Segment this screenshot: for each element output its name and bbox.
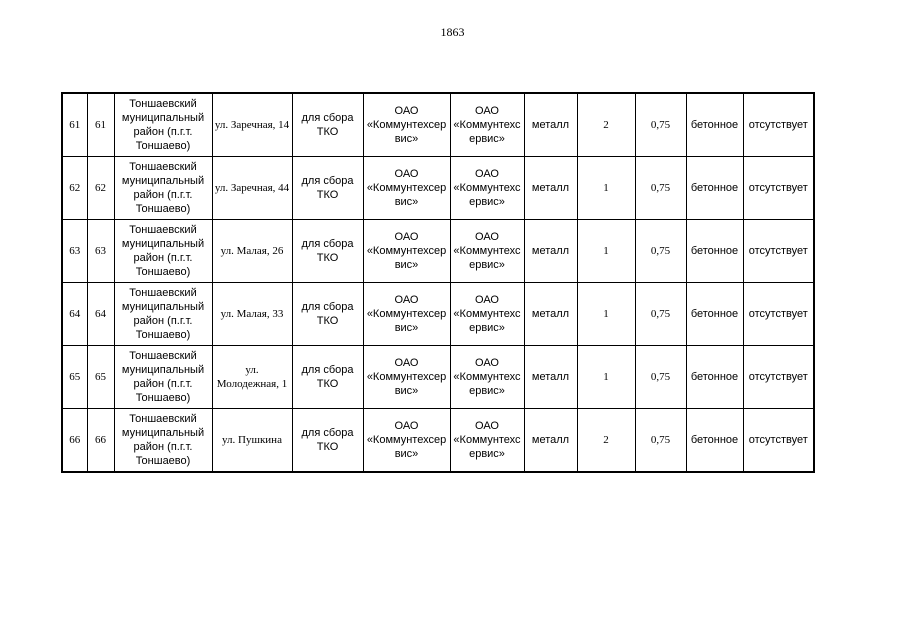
purpose-cell: для сбора ТКО [292,409,363,473]
container-count-cell: 2 [577,409,635,473]
district-cell: Тоншаевский муниципальный район (п.г.т. Тоншаево) [114,283,212,346]
row-number-cell: 61 [62,93,87,157]
operator-cell: ОАО «Коммунтехс ервис» [450,346,524,409]
owner-cell: ОАО «Коммунтехсер вис» [363,283,450,346]
owner-cell: ОАО «Коммунтехсер вис» [363,157,450,220]
fence-cell: отсутствует [743,157,814,220]
row-number-cell: 64 [62,283,87,346]
container-count-cell: 1 [577,283,635,346]
row-number-cell: 63 [62,220,87,283]
base-type-cell: бетонное [686,220,743,283]
row-number-cell: 66 [62,409,87,473]
container-count-cell: 2 [577,93,635,157]
district-cell: Тоншаевский муниципальный район (п.г.т. Тоншаево) [114,346,212,409]
purpose-cell: для сбора ТКО [292,346,363,409]
table-row [62,409,814,473]
address-cell: ул. Заречная, 14 [212,93,292,157]
row-number-cell: 62 [62,157,87,220]
material-cell: металл [524,93,577,157]
address-cell: ул. Малая, 26 [212,220,292,283]
owner-cell: ОАО «Коммунтехсер вис» [363,220,450,283]
container-volume-cell: 0,75 [635,346,686,409]
container-count-cell: 1 [577,346,635,409]
row-id-cell: 64 [87,283,114,346]
owner-cell: ОАО «Коммунтехсер вис» [363,409,450,473]
operator-cell: ОАО «Коммунтехс ервис» [450,157,524,220]
material-cell: металл [524,283,577,346]
purpose-cell: для сбора ТКО [292,157,363,220]
address-cell: ул. Заречная, 44 [212,157,292,220]
operator-cell: ОАО «Коммунтехс ервис» [450,283,524,346]
fence-cell: отсутствует [743,346,814,409]
row-id-cell: 66 [87,409,114,473]
table-row [62,93,814,157]
base-type-cell: бетонное [686,283,743,346]
table-row [62,283,814,346]
owner-cell: ОАО «Коммунтехсер вис» [363,93,450,157]
row-id-cell: 65 [87,346,114,409]
material-cell: металл [524,157,577,220]
base-type-cell: бетонное [686,93,743,157]
address-cell: ул. Малая, 33 [212,283,292,346]
container-volume-cell: 0,75 [635,220,686,283]
page-number: 1863 [440,25,465,39]
registry-table [61,92,815,473]
material-cell: металл [524,346,577,409]
base-type-cell: бетонное [686,346,743,409]
row-number-cell: 65 [62,346,87,409]
operator-cell: ОАО «Коммунтехс ервис» [450,220,524,283]
container-volume-cell: 0,75 [635,93,686,157]
district-cell: Тоншаевский муниципальный район (п.г.т. Тоншаево) [114,409,212,473]
container-volume-cell: 0,75 [635,409,686,473]
purpose-cell: для сбора ТКО [292,93,363,157]
owner-cell: ОАО «Коммунтехсер вис» [363,346,450,409]
base-type-cell: бетонное [686,409,743,473]
fence-cell: отсутствует [743,283,814,346]
material-cell: металл [524,220,577,283]
fence-cell: отсутствует [743,220,814,283]
container-volume-cell: 0,75 [635,283,686,346]
container-count-cell: 1 [577,157,635,220]
address-cell: ул. Пушкина [212,409,292,473]
container-volume-cell: 0,75 [635,157,686,220]
table-row [62,157,814,220]
purpose-cell: для сбора ТКО [292,283,363,346]
material-cell: металл [524,409,577,473]
container-count-cell: 1 [577,220,635,283]
row-id-cell: 62 [87,157,114,220]
purpose-cell: для сбора ТКО [292,220,363,283]
base-type-cell: бетонное [686,157,743,220]
district-cell: Тоншаевский муниципальный район (п.г.т. Тоншаево) [114,93,212,157]
address-cell: ул. Молодежная, 1 [212,346,292,409]
row-id-cell: 63 [87,220,114,283]
fence-cell: отсутствует [743,93,814,157]
operator-cell: ОАО «Коммунтехс ервис» [450,409,524,473]
operator-cell: ОАО «Коммунтехс ервис» [450,93,524,157]
table-row [62,220,814,283]
fence-cell: отсутствует [743,409,814,473]
district-cell: Тоншаевский муниципальный район (п.г.т. Тоншаево) [114,220,212,283]
table-row [62,346,814,409]
row-id-cell: 61 [87,93,114,157]
district-cell: Тоншаевский муниципальный район (п.г.т. Тоншаево) [114,157,212,220]
